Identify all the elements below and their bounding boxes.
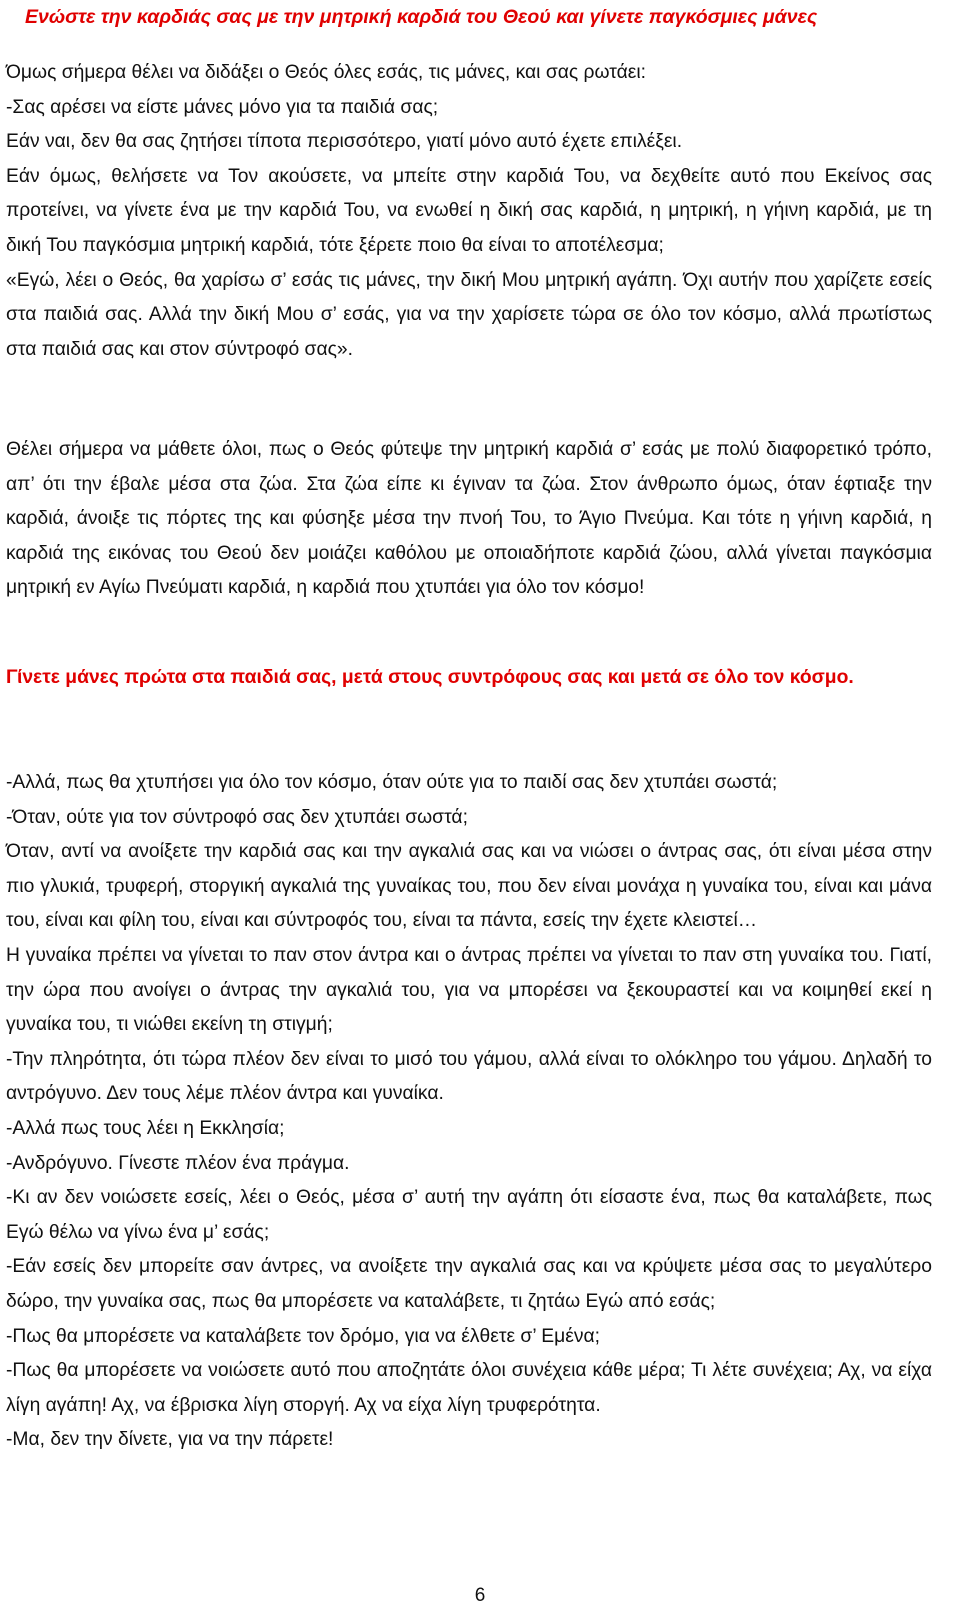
section-second: [6, 433, 932, 606]
paragraph: -Όταν, ούτε για τον σύντροφό σας δεν χτυπάει σωστά;: [6, 806, 468, 828]
paragraph: Εάν ναι, δεν θα σας ζητήσει τίποτα περισσότερο, γιατί μόνο αυτό έχετε επιλέξει.: [6, 131, 683, 153]
paragraph: -Κι αν δεν νοιώσετε εσείς, λέει ο Θεός, μέσα σ’ αυτή την αγάπη ότι είσαστε ένα, πως θα καταλάβετε, πως Εγώ θέλω να γίνω ένα μ’ εσάς;: [6, 1187, 932, 1243]
page-number: 6: [474, 1585, 486, 1606]
highlight-block: [6, 661, 932, 696]
paragraph: -Πως θα μπορέσετε να καταλάβετε τον δρόμο, για να έλθετε σ’ Εμένα;: [6, 1325, 600, 1347]
section-intro: [6, 56, 932, 367]
document-title: Ενώστε την καρδιάς σας με την μητρική καρδιά του Θεού και γίνετε παγκόσμιες μάνες: [25, 6, 818, 28]
paragraph: Θέλει σήμερα να μάθετε όλοι, πως ο Θεός φύτεψε την μητρική καρδιά σ’ εσάς με πολύ διαφορετικό τρόπο, απ’ ότι την έβαλε μέσα στα ζώα. Στα ζώα είπε κι έγιναν τα ζώα. Στον άνθρωπο όμως, όταν έφτιαξε την καρδιά, άνοιξε τις πόρτες της και φύσηξε μέσα την πνοή Του, το Άγιο Πνεύμα. Και τότε η γήινη καρδιά, η καρδιά της εικόνας του Θεού δεν μοιάζει καθόλου με οποιαδήποτε καρδιά ζώου, αλλά γίνεται παγκόσμια μητρική εν Αγίω Πνεύματι καρδιά, η καρδιά που χτυπάει για όλο τον κόσμο!: [6, 439, 932, 599]
paragraph: -Αλλά πως τους λέει η Εκκλησία;: [6, 1117, 285, 1139]
paragraph: Όμως σήμερα θέλει να διδάξει ο Θεός όλες εσάς, τις μάνες, και σας ρωτάει:: [6, 62, 646, 83]
paragraph: -Πως θα μπορέσετε να νοιώσετε αυτό που αποζητάτε όλοι συνέχεια κάθε μέρα; Τι λέτε συνέχεια; Αχ, να είχα λίγη αγάπη! Αχ, να έβρισκα λίγη στοργή. Αχ να είχα λίγη τρυφερότητα.: [6, 1360, 932, 1416]
paragraph: -Ανδρόγυνο. Γίνεστε πλέον ένα πράγμα.: [6, 1152, 350, 1174]
paragraph: Η γυναίκα πρέπει να γίνεται το παν στον άντρα και ο άντρας πρέπει να γίνεται το παν στη γυναίκα του. Γιατί, την ώρα που ανοίγει ο άντρας την αγκαλιά του, για να μπορέσει να ξεκουραστεί και να κοιμηθεί εκεί η γυναίκα του, τι νιώθει εκείνη τη στιγμή;: [6, 944, 932, 1036]
paragraph: -Την πληρότητα, ότι τώρα πλέον δεν είναι το μισό του γάμου, αλλά είναι το ολόκληρο του γάμου. Δηλαδή το αντρόγυνο. Δεν τους λέμε πλέον άντρα και γυναίκα.: [6, 1048, 932, 1105]
paragraph: «Εγώ, λέει ο Θεός, θα χαρίσω σ’ εσάς τις μάνες, την δική Μου μητρική αγάπη. Όχι αυτήν που χαρίζετε εσείς στα παιδιά σας. Αλλά την δική Μου σ’ εσάς, για να την χαρίσετε τώρα σε όλο τον κόσμο, αλλά πρωτίστως στα παιδιά σας και στον σύντροφό σας».: [6, 269, 932, 360]
paragraph: -Μα, δεν την δίνετε, για να την πάρετε!: [6, 1429, 334, 1451]
paragraph: -Αλλά, πως θα χτυπήσει για όλο τον κόσμο, όταν ούτε για το παιδί σας δεν χτυπάει σωστά;: [6, 772, 778, 793]
section-dialogue: [6, 766, 932, 1458]
paragraph: -Εάν εσείς δεν μπορείτε σαν άντρες, να ανοίξετε την αγκαλιά σας και να κρύψετε μέσα σας το μεγαλύτερο δώρο, την γυναίκα σας, πως θα μπορέσετε να καταλάβετε, τι ζητάω Εγώ από εσάς;: [6, 1256, 932, 1312]
paragraph: -Σας αρέσει να είστε μάνες μόνο για τα παιδιά σας;: [6, 96, 439, 118]
paragraph: Όταν, αντί να ανοίξετε την καρδιά σας και την αγκαλιά σας και να νιώσει ο άντρας σας, ότι είναι μέσα στην πιο γλυκιά, τρυφερή, στοργική αγκαλιά της γυναίκας του, που δεν είναι μονάχα η γυναίκα του, είναι και μάνα του, είναι και φίλη του, είναι και σύντροφός του, είναι τα πάντα, εσείς την έχετε κλειστεί…: [6, 841, 932, 932]
highlight-text: Γίνετε μάνες πρώτα στα παιδιά σας, μετά στους συντρόφους σας και μετά σε όλο τον κόσμο.: [6, 667, 854, 688]
paragraph: Εάν όμως, θελήσετε να Τον ακούσετε, να μπείτε στην καρδιά Του, να δεχθείτε αυτό που Εκείνος σας προτείνει, να γίνετε ένα με την καρδιά Του, να ενωθεί η δική σας καρδιά, η μητρική, η γήινη καρδιά, με τη δική Του παγκόσμια μητρική καρδιά, τότε ξέρετε ποιο θα είναι το αποτέλεσμα;: [6, 165, 932, 256]
